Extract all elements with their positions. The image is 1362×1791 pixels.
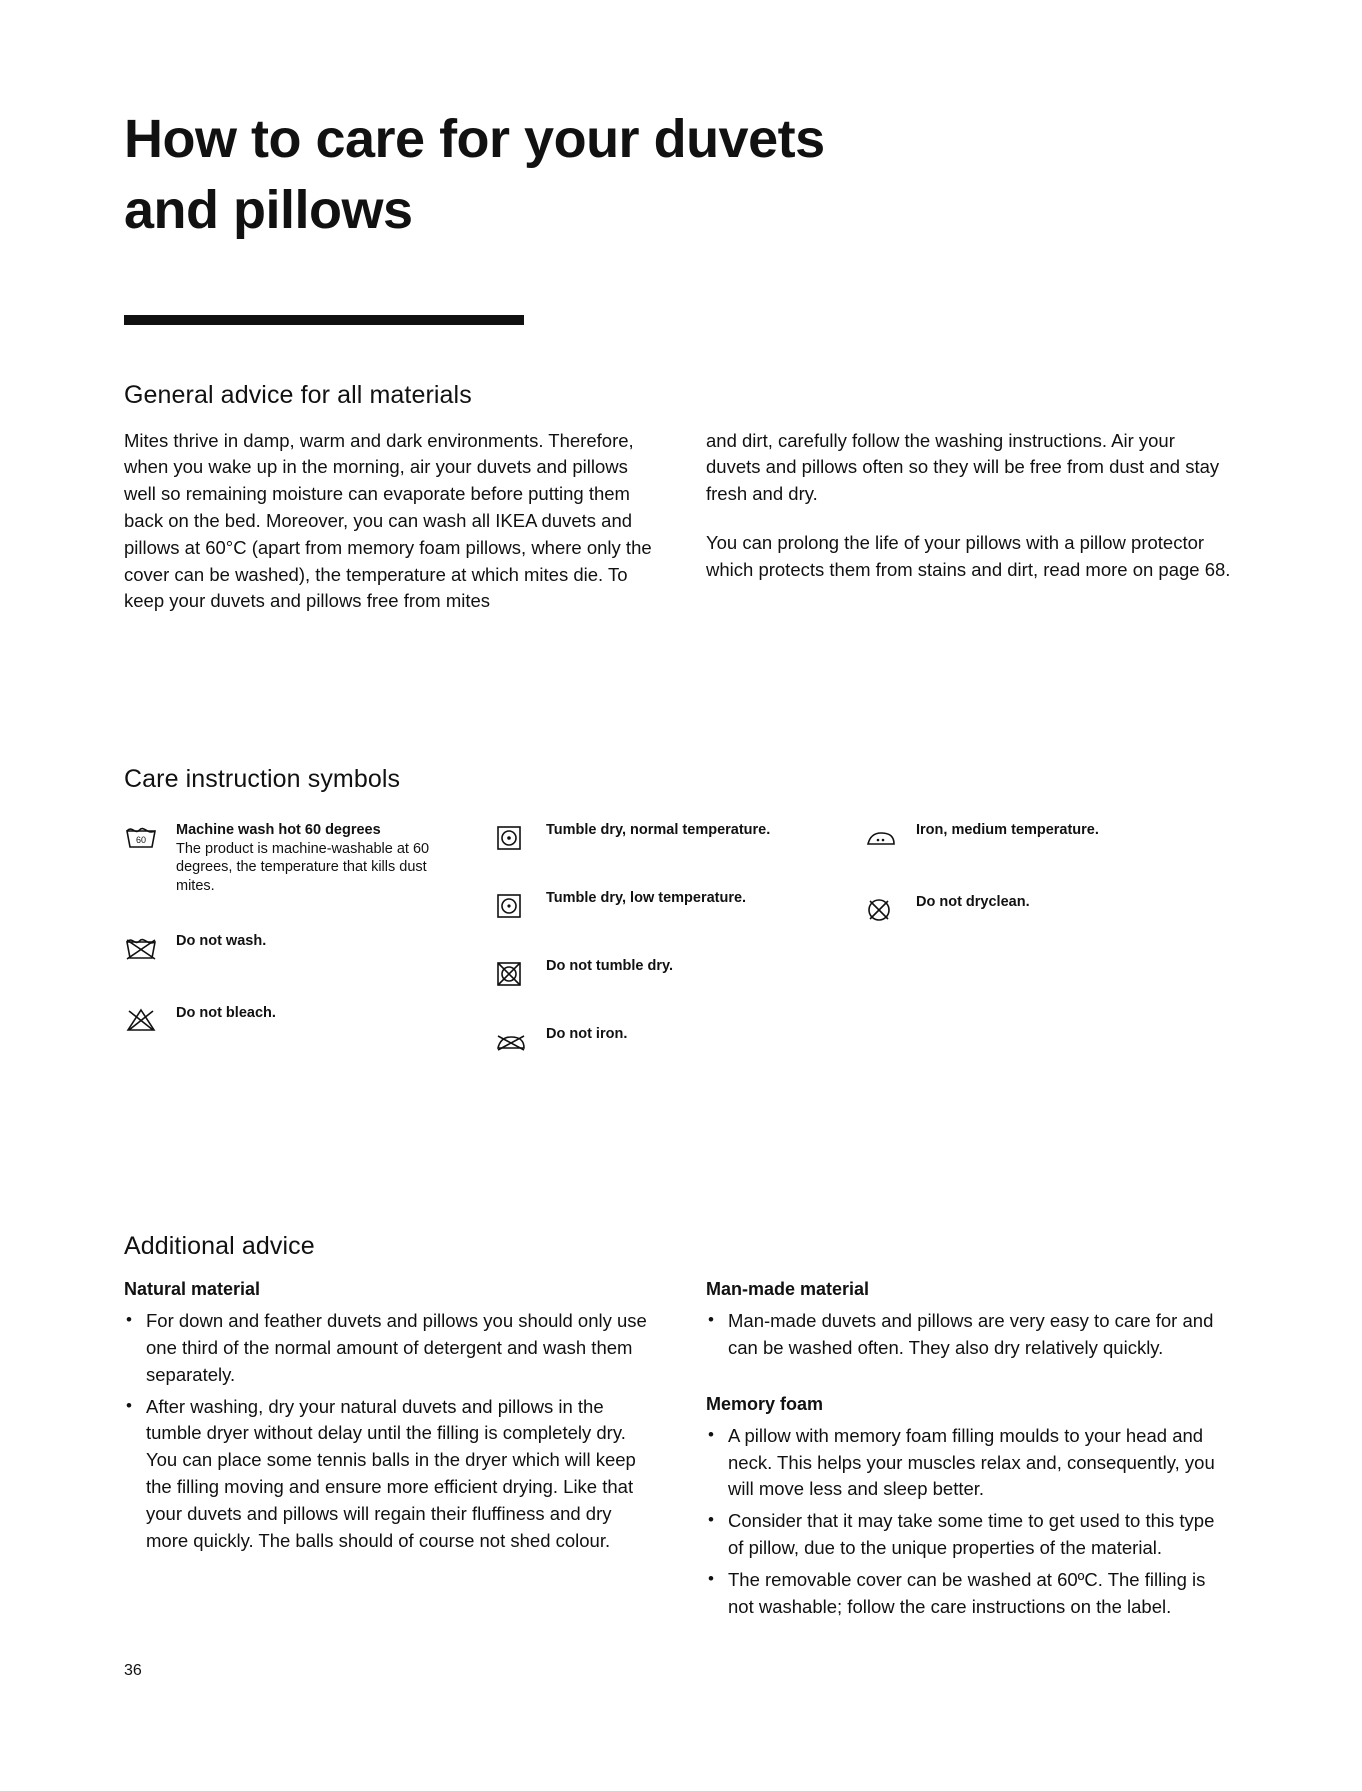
title-divider	[124, 315, 524, 325]
page-content	[124, 0, 1234, 1626]
care-symbol-text	[546, 1024, 627, 1044]
page-title: How to care for your duvets and pillows	[124, 109, 825, 241]
care-symbol-item	[494, 888, 864, 924]
additional-advice-columns	[124, 1279, 1234, 1625]
care-symbols-column-1	[124, 820, 494, 1092]
care-symbol-text	[176, 820, 438, 895]
do-not-tumble-dry-icon	[494, 956, 546, 992]
do-not-dryclean-icon	[864, 892, 916, 928]
care-symbol-item	[864, 892, 1234, 928]
list-item: • Man-made duvets and pillows are very easy to care for and can be washed often. They also dry relatively quickly.	[706, 1308, 1234, 1362]
general-advice-right-column	[706, 428, 1234, 616]
list-item: • For down and feather duvets and pillows you should only use one third of the normal amount of detergent and wash them separately.	[124, 1308, 652, 1388]
care-symbol-text	[916, 820, 1099, 840]
general-advice-paragraph-left: Mites thrive in damp, warm and dark environments. Therefore, when you wake up in the morning, air your duvets and pillows well so remaining moisture can evaporate before putting them back on the bed. Moreover, you can wash all IKEA duvets and pillows at 60°C (apart from memory foam pillows, where only the cover can be washed), the temperature at which mites die. To keep your duvets and pillows free from mites	[124, 429, 652, 612]
do-not-bleach-icon	[124, 1003, 176, 1039]
natural-material-heading: Natural material	[124, 1279, 261, 1300]
additional-advice-left-column	[124, 1279, 652, 1625]
list-item: • The removable cover can be washed at 60ºC. The filling is not washable; follow the care instructions on the label.	[706, 1567, 1234, 1621]
care-symbol-text	[176, 931, 266, 951]
care-symbol-item	[124, 1003, 494, 1039]
care-symbol-item	[124, 820, 494, 895]
list-item: • A pillow with memory foam filling moulds to your head and neck. This helps your muscles relax and, consequently, you will move less and sleep better.	[706, 1423, 1234, 1503]
care-symbols-heading: Care instruction symbols	[124, 765, 401, 794]
general-advice-heading: General advice for all materials	[124, 380, 472, 409]
svg-text:60: 60	[135, 835, 147, 846]
care-symbol-title: Machine wash hot 60 degrees	[176, 822, 381, 839]
care-symbol-text	[916, 892, 1030, 912]
list-item: • Consider that it may take some time to get used to this type of pillow, due to the unique properties of the material.	[706, 1508, 1234, 1562]
general-advice-left-column	[124, 428, 652, 616]
care-symbol-item	[124, 931, 494, 967]
care-symbol-title: Do not bleach.	[176, 1005, 276, 1022]
list-item: • After washing, dry your natural duvets and pillows in the tumble dryer without delay until the filling is completely dry. You can place some tennis balls in the dryer which will keep the filling moving and ensure more efficient drying. Like that your duvets and pillows will regain their fluffiness and dry more quickly. The balls should of course not shed colour.	[124, 1394, 652, 1555]
care-symbol-text	[176, 1003, 276, 1023]
natural-material-list	[124, 1308, 652, 1554]
care-symbol-text	[546, 956, 673, 976]
care-symbols-section	[124, 765, 1234, 1092]
additional-advice-section	[124, 1232, 1234, 1625]
care-symbols-grid	[124, 820, 1234, 1092]
care-symbol-description: The product is machine-washable at 60 degrees, the temperature that kills dust mites.	[176, 840, 430, 894]
care-symbol-title: Tumble dry, normal temperature.	[546, 822, 771, 839]
care-symbols-column-2	[494, 820, 864, 1092]
additional-advice-right-column	[706, 1279, 1234, 1625]
tumble-dry-normal-icon	[494, 820, 546, 856]
additional-advice-heading: Additional advice	[124, 1232, 315, 1261]
general-advice-columns	[124, 428, 1234, 616]
do-not-wash-icon	[124, 931, 176, 967]
general-advice-paragraph-right-2: You can prolong the life of your pillows with a pillow protector which protects them from stains and dirt, read more on page 68.	[706, 531, 1231, 580]
page-number: 36	[124, 1662, 142, 1679]
care-symbol-text	[546, 888, 746, 908]
care-symbol-title: Iron, medium temperature.	[916, 822, 1099, 839]
iron-medium-temperature-icon	[864, 820, 916, 856]
do-not-iron-icon	[494, 1024, 546, 1060]
care-symbol-text	[546, 820, 770, 840]
care-symbols-column-3	[864, 820, 1234, 1092]
care-symbol-item	[864, 820, 1234, 856]
tumble-dry-low-icon	[494, 888, 546, 924]
memory-foam-heading: Memory foam	[706, 1393, 824, 1414]
care-symbol-title: Do not dryclean.	[916, 894, 1030, 911]
machine-wash-60-icon	[124, 820, 176, 856]
general-advice-paragraph-right-1: and dirt, carefully follow the washing instructions. Air your duvets and pillows often so they will be free from dust and stay fresh and dry.	[706, 429, 1220, 505]
memory-foam-list	[706, 1423, 1234, 1621]
care-symbol-title: Do not tumble dry.	[546, 958, 674, 975]
manmade-material-list	[706, 1308, 1234, 1362]
care-symbol-title: Do not iron.	[546, 1026, 628, 1043]
care-symbol-title: Do not wash.	[176, 933, 267, 950]
care-symbol-item	[494, 1024, 864, 1060]
care-symbol-item	[494, 820, 864, 856]
care-symbol-item	[494, 956, 864, 992]
manmade-material-heading: Man-made material	[706, 1279, 870, 1300]
general-advice-section	[124, 381, 1234, 616]
care-symbol-title: Tumble dry, low temperature.	[546, 890, 747, 907]
